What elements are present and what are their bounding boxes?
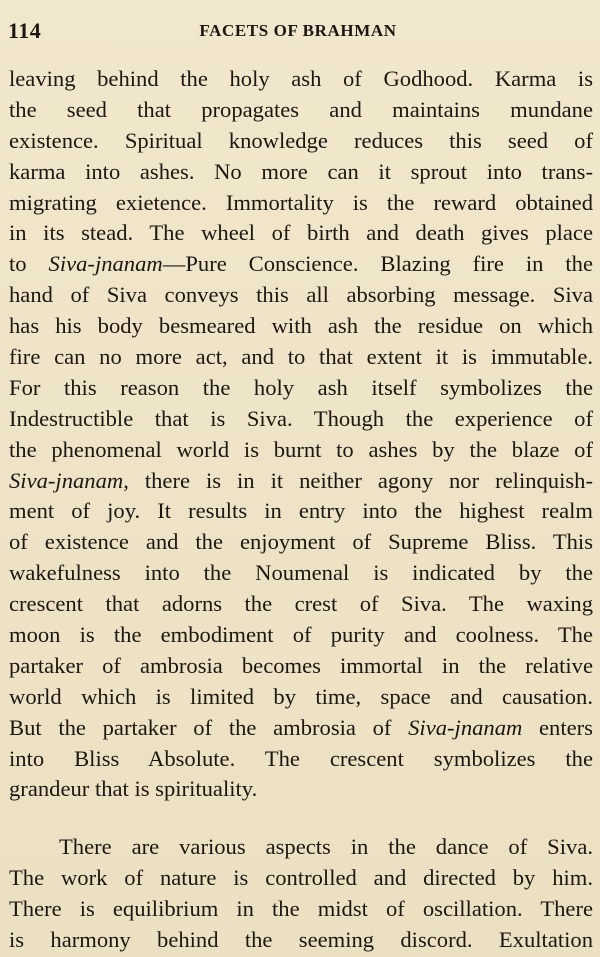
text-segment: migrating exietence. Immortality is the reward obtained xyxy=(9,189,593,215)
text-segment: the seed that propagates and maintains mundane xyxy=(9,96,593,122)
text-segment: grandeur that is spirituality. xyxy=(9,776,258,802)
text-line xyxy=(9,527,593,558)
text-segment: the phenomenal world is burnt to ashes by the blaze of xyxy=(9,436,593,462)
italic-term: Siva-jnanam xyxy=(48,251,163,277)
text-segment: wakefulness into the Noumenal is indicated by the xyxy=(9,560,593,586)
text-segment: hand of Siva conveys this all absorbing message. Siva xyxy=(9,282,593,308)
text-segment: Indestructible that is Siva. Though the experience of xyxy=(9,405,593,431)
text-line xyxy=(9,774,593,805)
text-line xyxy=(9,435,593,466)
text-segment: leaving behind the holy ash of Godhood. Karma is xyxy=(9,66,593,91)
text-segment: world which is limited by time, space and causation. xyxy=(9,683,593,709)
text-line xyxy=(9,620,593,651)
text-segment: karma into ashes. No more can it sprout into trans- xyxy=(9,158,593,184)
text-segment: There is equilibrium in the midst of oscillation. There xyxy=(9,896,593,922)
text-segment: existence. Spiritual knowledge reduces this seed of xyxy=(9,127,593,153)
text-line xyxy=(9,863,593,894)
text-line xyxy=(9,925,593,956)
italic-term: Siva-jnanam xyxy=(408,714,523,740)
text-segment: fire can no more act, and to that extent it is immutable. xyxy=(9,344,593,370)
text-segment: —Pure Conscience. Blazing fire in the xyxy=(162,251,593,277)
text-segment: partaker of ambrosia becomes immortal in the relative xyxy=(9,652,593,678)
text-segment: in its stead. The wheel of birth and death gives place xyxy=(9,220,593,246)
text-line xyxy=(9,342,593,373)
text-line xyxy=(9,713,593,744)
text-line xyxy=(9,466,593,497)
text-line xyxy=(9,249,593,280)
text-line xyxy=(9,894,593,925)
text-segment: enters xyxy=(522,714,593,740)
text-line xyxy=(9,496,593,527)
text-line xyxy=(9,157,593,188)
text-line xyxy=(9,682,593,713)
text-segment: , there is in it neither agony nor relinquish- xyxy=(123,467,593,493)
text-line xyxy=(9,404,593,435)
text-segment: crescent that adorns the crest of Siva. The waxing xyxy=(9,591,593,617)
text-line xyxy=(9,832,593,863)
text-segment: The work of nature is controlled and directed by him. xyxy=(9,865,593,891)
text-line xyxy=(9,651,593,682)
page-number: 114 xyxy=(8,18,42,43)
text-segment: is harmony behind the seeming discord. Exultation xyxy=(9,927,593,953)
text-segment: But the partaker of the ambrosia of xyxy=(9,714,409,740)
paragraph-gap xyxy=(9,805,593,832)
paragraph-2 xyxy=(9,832,593,956)
text-line xyxy=(9,589,593,620)
paragraph-1 xyxy=(9,64,593,805)
text-line xyxy=(9,95,593,126)
text-segment: ment of joy. It results in entry into the highest realm xyxy=(9,498,593,524)
text-line xyxy=(9,280,593,311)
text-segment: of existence and the enjoyment of Supreme Bliss. This xyxy=(9,529,593,555)
page-header xyxy=(8,18,588,48)
text-line xyxy=(9,558,593,589)
italic-term: Siva-jnanam xyxy=(9,467,124,493)
text-segment: moon is the embodiment of purity and coolness. The xyxy=(9,622,593,648)
text-line xyxy=(9,126,593,157)
text-line xyxy=(9,744,593,775)
text-line xyxy=(9,218,593,249)
text-line xyxy=(9,64,593,95)
text-segment: There are various aspects in the dance of Siva. xyxy=(59,834,593,860)
text-segment: For this reason the holy ash itself symbolizes the xyxy=(9,374,593,400)
running-head: FACETS OF BRAHMAN xyxy=(199,21,397,40)
text-segment: has his body besmeared with ash the residue on which xyxy=(9,313,593,339)
text-line xyxy=(9,188,593,219)
text-segment: to xyxy=(9,251,49,277)
text-line xyxy=(9,373,593,404)
body-text xyxy=(9,64,593,956)
text-line xyxy=(9,311,593,342)
text-segment: into Bliss Absolute. The crescent symbolizes the xyxy=(9,745,593,771)
